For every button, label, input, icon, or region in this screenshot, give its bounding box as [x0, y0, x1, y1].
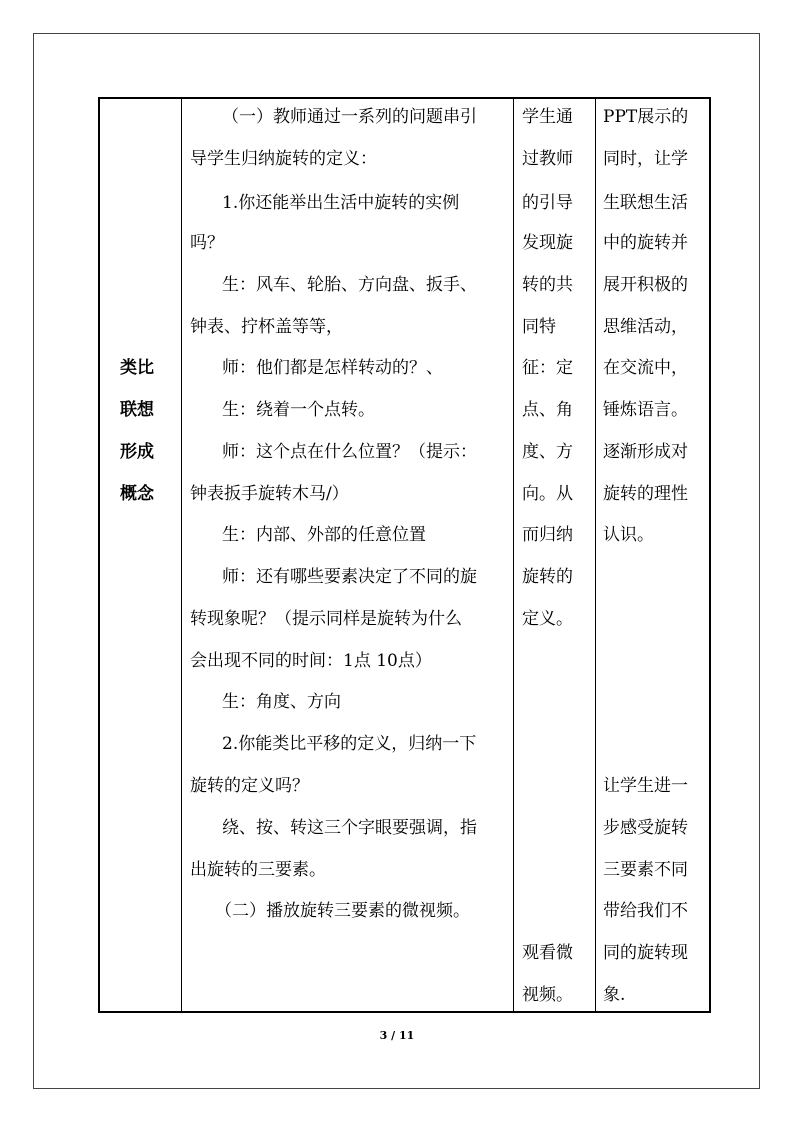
student-activity-line: 的引导 — [522, 193, 573, 213]
teacher-activity-line: 旋转的定义吗？ — [190, 776, 309, 796]
lesson-plan-table — [98, 97, 711, 1013]
teacher-activity-line: 钟表、拧杯盖等等， — [190, 317, 343, 337]
teacher-activity-line: 导学生归纳旋转的定义： — [190, 149, 377, 169]
teacher-activity-line: 生：内部、外部的任意位置 — [222, 525, 426, 545]
teacher-activity-line: 吗？ — [190, 233, 224, 253]
stage-label-line: 类比 — [120, 358, 154, 378]
student-activity-line: 点、角 — [522, 400, 573, 420]
teacher-activity-line: （二）播放旋转三要素的微视频。 — [215, 901, 470, 921]
design-intent-line: 中的旋转并 — [603, 233, 688, 253]
design-intent-line: PPT展示的 — [603, 107, 689, 127]
teacher-activity-line: 出旋转的三要素。 — [190, 860, 326, 880]
page-number: 3 / 11 — [379, 1029, 415, 1042]
design-intent-line: 同的旋转现 — [603, 943, 688, 963]
teacher-activity-line: （一）教师通过一系列的问题串引 — [222, 107, 477, 127]
student-activity-line: 学生通 — [522, 107, 573, 127]
student-activity-line: 征：定 — [522, 358, 573, 378]
teacher-activity-line: 生：风车、轮胎、方向盘、扳手、 — [222, 275, 477, 295]
stage-label-line: 形成 — [120, 442, 154, 462]
design-intent-line: 旋转的理性 — [603, 484, 688, 504]
teacher-activity-line: 1.你还能举出生活中旋转的实例 — [222, 193, 460, 213]
stage-label-line: 联想 — [120, 400, 154, 420]
design-intent-line: 锤炼语言。 — [603, 400, 688, 420]
design-intent-line: 带给我们不 — [603, 901, 688, 921]
teacher-activity-line: 绕、按、转这三个字眼要强调，指 — [222, 818, 477, 838]
teacher-activity-line: 转现象呢？（提示同样是旋转为什么 — [190, 609, 462, 629]
student-activity-line: 度、方 — [522, 442, 573, 462]
student-activity-line: 定义。 — [522, 609, 573, 629]
design-intent-line: 认识。 — [603, 525, 654, 545]
design-intent-line: 三要素不同 — [603, 860, 688, 880]
student-activity-line: 观看微 — [522, 943, 573, 963]
student-activity-line: 转的共 — [522, 275, 573, 295]
student-activity-line: 发现旋 — [522, 233, 573, 253]
teacher-activity-line: 师：这个点在什么位置？（提示： — [222, 442, 477, 462]
teacher-activity-line: 师：还有哪些要素决定了不同的旋 — [222, 567, 477, 587]
design-intent-line: 让学生进一 — [603, 776, 688, 796]
design-intent-line: 思维活动， — [603, 317, 688, 337]
design-intent-line: 在交流中， — [603, 358, 688, 378]
teacher-activity-line: 生：角度、方向 — [222, 692, 341, 712]
student-activity-line: 视频。 — [522, 985, 573, 1005]
student-activity-line: 向。从 — [522, 484, 573, 504]
column-divider — [595, 99, 596, 1011]
student-activity-line: 过教师 — [522, 149, 573, 169]
teacher-activity-line: 生：绕着一个点转。 — [222, 400, 375, 420]
design-intent-line: 逐渐形成对 — [603, 442, 688, 462]
design-intent-line: 步感受旋转 — [603, 818, 688, 838]
teacher-activity-line: 2.你能类比平移的定义，归纳一下 — [222, 734, 477, 754]
design-intent-line: 同时，让学 — [603, 149, 688, 169]
teacher-activity-line: 师：他们都是怎样转动的？、 — [222, 358, 443, 378]
design-intent-line: 象. — [603, 985, 626, 1005]
column-divider — [181, 99, 182, 1011]
teacher-activity-line: 会出现不同的时间：1点 10点） — [190, 651, 432, 671]
teacher-activity-line: 钟表扳手旋转木马/） — [190, 484, 349, 504]
design-intent-line: 生联想生活 — [603, 193, 688, 213]
student-activity-line: 而归纳 — [522, 525, 573, 545]
stage-label-line: 概念 — [120, 484, 154, 504]
column-divider — [513, 99, 514, 1011]
student-activity-line: 旋转的 — [522, 567, 573, 587]
design-intent-line: 展开积极的 — [603, 275, 688, 295]
student-activity-line: 同特 — [522, 317, 556, 337]
